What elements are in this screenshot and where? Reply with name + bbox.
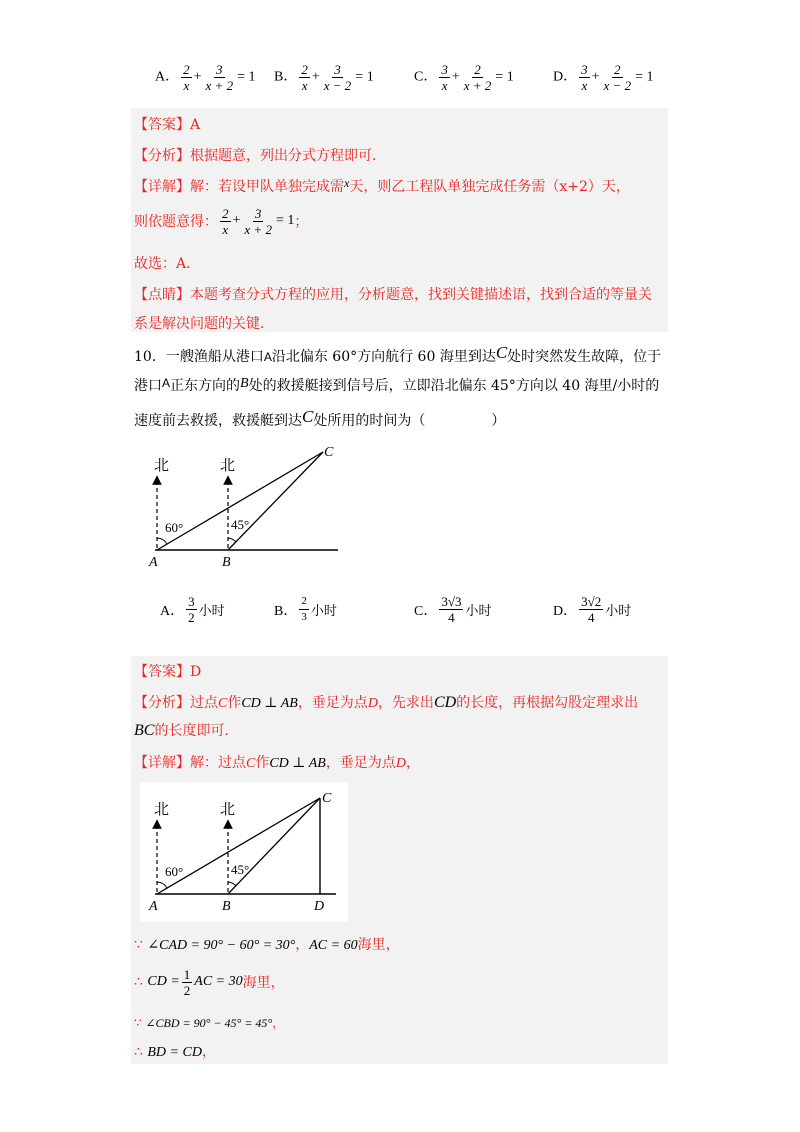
line-ac <box>157 798 320 894</box>
q10-analysis-line2: BC的长度即可． <box>134 722 239 739</box>
q10-stem-line1: 10．一艘渔船从港口A沿北偏东 60°方向航行 60 海里到达C处时突然发生故障，位于 <box>134 343 662 365</box>
q9-choose: 故选：A． <box>134 256 201 272</box>
point-a-label: A <box>149 899 158 914</box>
angle-arc-60 <box>157 882 167 888</box>
north-label-a: 北 <box>154 802 170 818</box>
q10-figure <box>140 440 355 570</box>
point-a-label: A <box>149 555 158 570</box>
q9-equation: 则依题意得： $\frac{2}{x}$ + $\frac{3}{x + 2}$ = 1 ； <box>134 205 309 237</box>
point-d-label: D <box>314 899 325 914</box>
angle-arc-45 <box>228 538 236 542</box>
q10-step2: ∴ CD = $\frac{1}{2}$ AC = 30 海里， <box>134 966 285 998</box>
angle-45-label: 45° <box>231 862 250 877</box>
angle-arc-45 <box>228 882 236 886</box>
angle-arc-60 <box>157 538 167 544</box>
north-label-b: 北 <box>220 458 236 474</box>
q10-analysis-line1: 【分析】过点C作CD ⊥ AB，垂足为点D，先求出CD的长度，再根据勾股定理求出 <box>134 694 639 711</box>
q10-option-c[interactable]: C． $\frac{3√3}{4}$ 小时 <box>414 594 492 625</box>
line-bc <box>228 798 320 894</box>
q10-step3: ∵ ∠CBD = 90° − 45° = 45°， <box>134 1016 285 1030</box>
point-b-label: B <box>222 555 231 570</box>
angle-45-label: 45° <box>231 517 250 532</box>
q10-figure2 <box>140 782 348 922</box>
q9-comment-line2: 系是解决问题的关键． <box>134 316 274 332</box>
q9-option-c[interactable]: C． $\frac{3}{x}$ + $\frac{2}{x + 2}$ = 1 <box>414 62 514 93</box>
q10-option-b[interactable]: B． $\frac{2}{3}$ 小时 <box>274 595 337 623</box>
q9-option-d[interactable]: D． $\frac{3}{x}$ + $\frac{2}{x - 2}$ = 1 <box>553 62 654 93</box>
q10-option-a[interactable]: A． $\frac{3}{2}$ 小时 <box>160 594 225 625</box>
q9-detail-line1: 【详解】解：若设甲队单独完成需x天，则乙工程队单独完成任务需（x+2）天， <box>134 176 630 195</box>
north-label-b: 北 <box>220 802 236 818</box>
q10-detail-line1: 【详解】解：过点C作CD ⊥ AB，垂足为点D， <box>134 755 420 771</box>
point-c-label: C <box>322 791 332 806</box>
q10-option-d[interactable]: D． $\frac{3√2}{4}$ 小时 <box>553 594 632 625</box>
q9-analysis: 【分析】根据题意，列出分式方程即可． <box>134 148 386 164</box>
q10-stem-line2: 港口A正东方向的B处的救援艇接到信号后，立即沿北偏东 45°方向以 40 海里/小时的 <box>134 376 660 394</box>
angle-60-label: 60° <box>165 520 184 535</box>
point-c-label: C <box>324 445 334 460</box>
q9-comment-line1: 【点睛】本题考查分式方程的应用，分析题意，找到关键描述语，找到合适的等量关 <box>134 287 652 303</box>
line-ac <box>157 452 323 550</box>
q9-option-a[interactable]: A． $\frac{2}{x}$ + $\frac{3}{x + 2}$ = 1 <box>155 62 256 93</box>
q10-answer: 【答案】D <box>134 664 202 680</box>
q10-stem-line3: 速度前去救援，救援艇到达C处所用的时间为（ ） <box>134 407 506 429</box>
point-b-label: B <box>222 899 231 914</box>
q9-option-b[interactable]: B． $\frac{2}{x}$ + $\frac{3}{x - 2}$ = 1 <box>274 62 374 93</box>
angle-60-label: 60° <box>165 864 184 879</box>
q10-step1: ∵ ∠CAD = 90° − 60° = 30°，AC = 60海里， <box>134 937 400 953</box>
q9-answer: 【答案】A <box>134 117 201 133</box>
north-label-a: 北 <box>154 458 170 474</box>
q10-step4: ∴ BD = CD， <box>134 1044 216 1060</box>
line-bc <box>228 452 323 550</box>
